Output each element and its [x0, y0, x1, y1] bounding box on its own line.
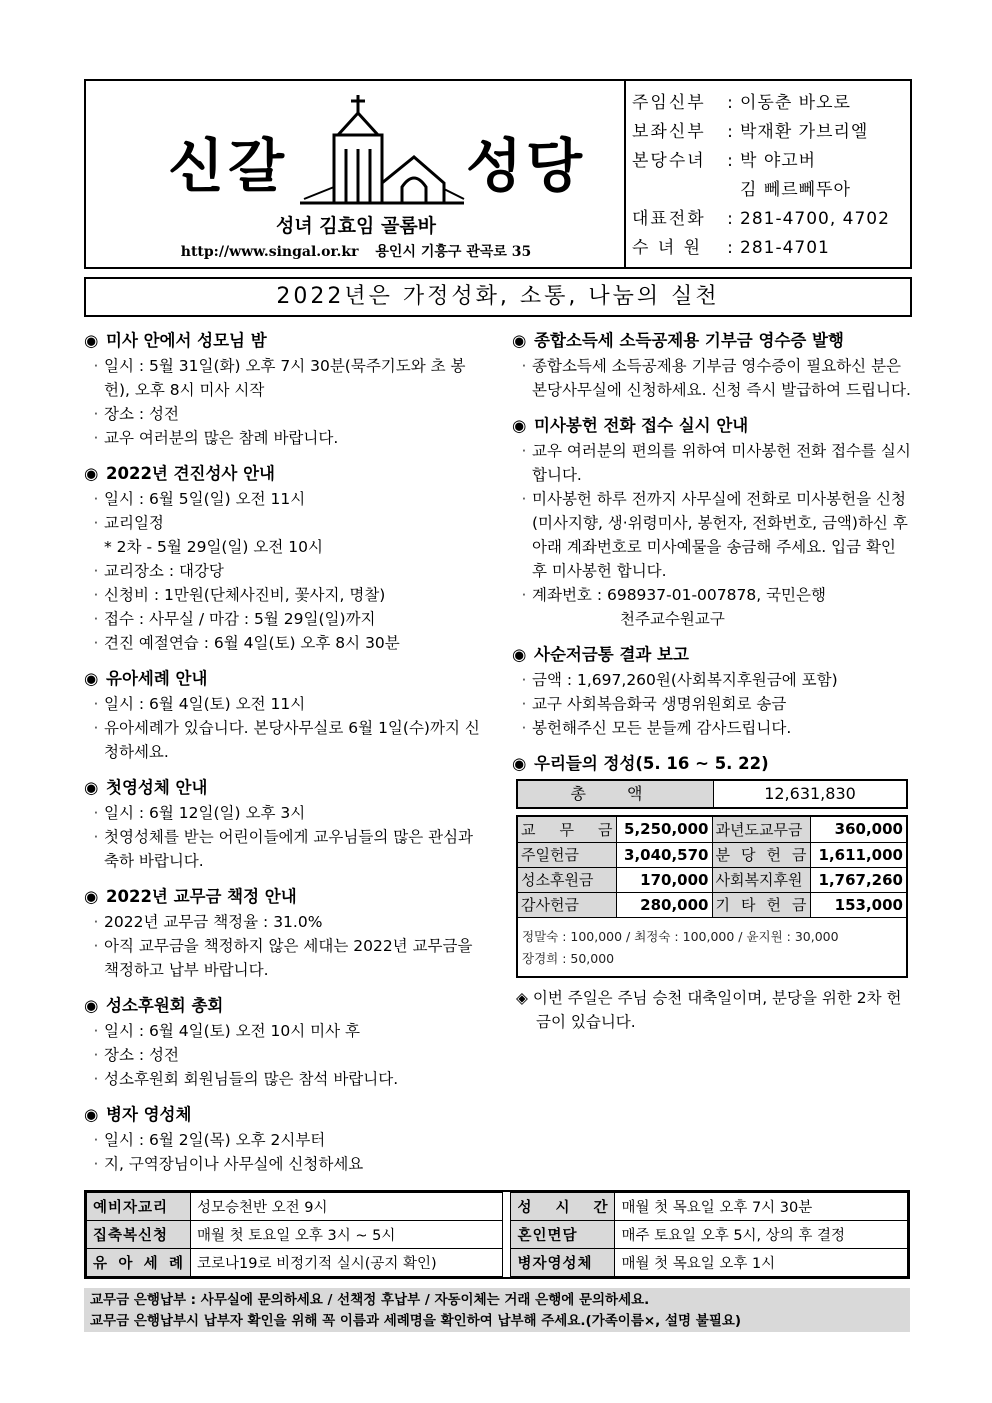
bullseye-icon: ◉	[512, 416, 527, 435]
staff-row	[632, 89, 910, 118]
list-item: · 장소 : 성전	[84, 1043, 486, 1067]
notice-section	[512, 642, 912, 740]
church-address: 용인시 기흥구 관곡로 35	[375, 244, 532, 260]
table-cell: 153,000	[810, 892, 906, 917]
bullseye-icon: ◉	[84, 1105, 99, 1124]
staff-role: 수 녀 원	[632, 238, 703, 258]
bullseye-icon: ◉	[84, 996, 99, 1015]
table-cell: 분 당 헌 금	[712, 842, 810, 867]
list-item: · 신청비 : 1만원(단체사진비, 꽃사지, 명찰)	[84, 583, 486, 607]
bullet-icon: ·	[93, 1131, 99, 1149]
list-item: · 장소 : 성전	[84, 402, 486, 426]
notice-section	[512, 413, 912, 631]
list-item: · 일시 : 6월 5일(일) 오전 11시	[84, 487, 486, 511]
staff-sep	[720, 176, 740, 205]
church-logo-icon	[294, 91, 469, 211]
bullet-icon: ·	[93, 562, 99, 580]
yearly-theme-banner: 2022년은 가정성화, 소통, 나눔의 실천	[84, 277, 912, 317]
section-title: ◉ 사순저금통 결과 보고	[512, 642, 912, 668]
staff-row	[632, 176, 910, 205]
table-cell: 혼인면담	[511, 1221, 615, 1249]
list-item: · 교리장소 : 대강당	[84, 559, 486, 583]
table-row	[87, 1249, 908, 1277]
site-line	[86, 241, 626, 261]
donor-note	[518, 918, 906, 976]
list-item: · 일시 : 6월 2일(목) 오후 2시부터	[84, 1128, 486, 1152]
section-title: ◉ 2022년 견진성사 안내	[84, 461, 486, 487]
list-item: · 종합소득세 소득공제용 기부금 영수증이 필요하신 분은 본당사무실에 신청하세요. 신청 즉시 발급하여 드립니다.	[512, 354, 912, 402]
notice-section	[84, 666, 486, 764]
table-cell: 1,767,260	[810, 867, 906, 892]
notice-section	[512, 328, 912, 402]
bullet-icon: ·	[93, 1155, 99, 1173]
table-cell: 집축복신청	[87, 1221, 191, 1249]
offering-table	[518, 817, 906, 918]
bullet-icon: ·	[521, 586, 527, 604]
bullseye-icon: ◉	[512, 645, 527, 664]
bank-line: 교무금 은행납부 : 사무실에 문의하세요 / 선책정 후납부 / 자동이체는 거래 은행에 문의하세요.	[90, 1292, 650, 1308]
notice-section	[84, 993, 486, 1091]
staff-value: 281-4700, 4702	[740, 209, 890, 229]
table-cell: 성소후원금	[518, 867, 616, 892]
staff-value: 박 야고버	[740, 151, 817, 171]
staff-sep: :	[727, 209, 733, 229]
bullet-icon: ·	[521, 695, 527, 713]
table-cell: 5,250,000	[616, 817, 712, 842]
list-item: · 미사봉헌 하루 전까지 사무실에 전화로 미사봉헌을 신청(미사지향, 생·위령미사, 봉헌자, 전화번호, 금액)하신 후 아래 계좌번호로 미사예물을 송금해 주세요. 입금 확인 후 미사봉헌 합니다.	[512, 487, 912, 583]
list-item: · 일시 : 6월 12일(일) 오후 3시	[84, 801, 486, 825]
staff-value: 281-4701	[740, 238, 830, 258]
table-cell: 유 아 세 례	[87, 1249, 191, 1277]
total-label: 총 액	[518, 781, 714, 807]
staff-sep: :	[727, 93, 733, 113]
regular-schedule	[84, 1190, 910, 1279]
staff-sep: :	[727, 122, 733, 142]
bullseye-icon: ◉	[84, 464, 99, 483]
list-item: · 유아세례가 있습니다. 본당사무실로 6월 1일(수)까지 신청하세요.	[84, 716, 486, 764]
table-cell: 매주 토요일 오후 5시, 상의 후 결정	[615, 1221, 908, 1249]
table-cell: 주일헌금	[518, 842, 616, 867]
bullseye-icon: ◉	[84, 887, 99, 906]
bullet-icon: ·	[93, 514, 99, 532]
notice-section	[84, 1102, 486, 1176]
section-title: ◉ 종합소득세 소득공제용 기부금 영수증 발행	[512, 328, 912, 354]
staff-role: 보좌신부	[632, 122, 706, 142]
table-cell: 170,000	[616, 867, 712, 892]
table-cell: 코로나19로 비정기적 실시(공지 확인)	[191, 1249, 503, 1277]
section-title: ◉ 병자 영성체	[84, 1102, 486, 1128]
list-subitem: * 2차 - 5월 29일(일) 오전 10시	[104, 538, 323, 556]
table-cell: 과년도교무금	[712, 817, 810, 842]
staff-row	[632, 234, 910, 263]
table-cell: 1,611,000	[810, 842, 906, 867]
table-row	[87, 1221, 908, 1249]
second-collection-notice: ◈ 이번 주일은 주님 승천 대축일이며, 분당을 위한 2차 헌금이 있습니다.	[516, 988, 902, 1031]
bullet-icon: ·	[93, 828, 99, 846]
list-item: · 첫영성체를 받는 어린이들에게 교우님들의 많은 관심과 축하 바랍니다.	[84, 825, 486, 873]
table-cell: 사회복지후원	[712, 867, 810, 892]
bullseye-icon: ◉	[512, 331, 527, 350]
notice-section	[84, 775, 486, 873]
table-row	[87, 1193, 908, 1221]
bullseye-icon: ◉	[84, 669, 99, 688]
patron-saint: 성녀 김효임 골롬바	[275, 215, 437, 237]
section-title: ◉ 미사봉헌 전화 접수 실시 안내	[512, 413, 912, 439]
list-item: · 견진 예절연습 : 6월 4일(토) 오후 8시 30분	[84, 631, 486, 655]
bank-line: 교무금 은행납부시 납부자 확인을 위해 꼭 이름과 세례명을 확인하여 납부해 주세요.(가족이름×, 설명 불필요)	[90, 1313, 742, 1329]
table-cell: 성 시 간	[511, 1193, 615, 1221]
notice-section	[84, 461, 486, 655]
table-cell: 성모승천반 오전 9시	[191, 1193, 503, 1221]
staff-role: 주임신부	[632, 93, 706, 113]
bullet-icon: ·	[93, 804, 99, 822]
header-title-block	[86, 81, 626, 267]
bullet-icon: ·	[521, 719, 527, 737]
staff-value: 김 뻬르뻬뚜아	[740, 180, 851, 200]
bullet-icon: ·	[93, 610, 99, 628]
list-item: · 교우 여러분의 편의를 위하여 미사봉헌 전화 접수를 실시합니다.	[512, 439, 912, 487]
bullet-icon: ·	[93, 357, 99, 375]
staff-role: 대표전화	[632, 209, 706, 229]
staff-row	[632, 147, 910, 176]
list-item: · 지, 구역장님이나 사무실에 신청하세요	[84, 1152, 486, 1176]
bullet-icon: ·	[93, 719, 99, 737]
list-item: · 일시 : 6월 4일(토) 오전 10시 미사 후	[84, 1019, 486, 1043]
section-title: ◉ 미사 안에서 성모님 밤	[84, 328, 486, 354]
church-name-left: 신갈	[168, 132, 289, 200]
section-title: ◉ 우리들의 정성(5. 16 ~ 5. 22)	[512, 751, 912, 777]
staff-role	[632, 176, 720, 205]
bullet-icon: ·	[93, 405, 99, 423]
section-title: ◉ 2022년 교무금 책정 안내	[84, 884, 486, 910]
staff-sep: :	[727, 151, 733, 171]
section-title: ◉ 유아세례 안내	[84, 666, 486, 692]
bullet-icon: ·	[93, 1022, 99, 1040]
table-cell: 예비자교리	[87, 1193, 191, 1221]
list-item: · 2022년 교무금 책정율 : 31.0%	[84, 910, 486, 934]
table-row	[518, 867, 906, 892]
bullet-icon: ·	[93, 913, 99, 931]
table-cell: 매월 첫 토요일 오후 3시 ~ 5시	[191, 1221, 503, 1249]
table-cell: 기 타 헌 금	[712, 892, 810, 917]
list-item: · 성소후원회 회원님들의 많은 참석 바랍니다.	[84, 1067, 486, 1091]
table-cell: 매월 첫 목요일 오후 1시	[615, 1249, 908, 1277]
total-value: 12,631,830	[764, 784, 856, 803]
bullseye-icon: ◉	[84, 331, 99, 350]
staff-role: 본당수녀	[632, 151, 706, 171]
bank-payment-notice	[84, 1288, 910, 1332]
table-cell: 280,000	[616, 892, 712, 917]
table-gap	[503, 1193, 511, 1221]
table-row	[518, 817, 906, 842]
section-title: ◉ 성소후원회 총회	[84, 993, 486, 1019]
offering-total	[516, 779, 908, 809]
table-gap	[503, 1249, 511, 1277]
list-item: · 일시 : 6월 4일(토) 오전 11시	[84, 692, 486, 716]
bullet-icon: ·	[93, 634, 99, 652]
bullet-icon: ·	[93, 937, 99, 955]
right-column	[512, 328, 912, 1045]
list-item: · 접수 : 사무실 / 마감 : 5월 29일(일)까지	[84, 607, 486, 631]
bullet-icon: ·	[93, 429, 99, 447]
list-item: · 봉헌해주신 모든 분들께 감사드립니다.	[512, 716, 912, 740]
website-link[interactable]: http://www.singal.or.kr	[180, 244, 359, 260]
table-cell: 교 무 금	[518, 817, 616, 842]
offering-breakdown	[516, 815, 908, 978]
bullet-icon: ·	[93, 1070, 99, 1088]
staff-sep: :	[727, 238, 733, 258]
bullet-icon: ·	[521, 671, 527, 689]
offering-section	[512, 751, 912, 1034]
table-cell: 3,040,570	[616, 842, 712, 867]
table-gap	[503, 1221, 511, 1249]
table-cell: 감사헌금	[518, 892, 616, 917]
list-item: · 아직 교무금을 책정하지 않은 세대는 2022년 교무금을 책정하고 납부 바랍니다.	[84, 934, 486, 982]
staff-value: 박재환 가브리엘	[740, 122, 869, 142]
donor-line: 장경희 : 50,000	[522, 950, 615, 966]
diamond-icon: ◈	[516, 988, 528, 1007]
table-row	[518, 892, 906, 917]
table-cell: 병자영성체	[511, 1249, 615, 1277]
bullet-icon: ·	[521, 490, 527, 508]
list-item: · 교우 여러분의 많은 참례 바랍니다.	[84, 426, 486, 450]
notice-section	[84, 328, 486, 450]
bullet-icon: ·	[521, 442, 527, 460]
list-item: · 금액 : 1,697,260원(사회복지후원금에 포함)	[512, 668, 912, 692]
bullseye-icon: ◉	[512, 754, 527, 773]
bullseye-icon: ◉	[84, 778, 99, 797]
list-item: · 계좌번호 : 698937-01-007878, 국민은행	[512, 583, 912, 607]
staff-value: 이동춘 바오로	[740, 93, 851, 113]
staff-list	[632, 89, 910, 263]
list-item: · 교구 사회복음화국 생명위원회로 송금	[512, 692, 912, 716]
table-row	[518, 842, 906, 867]
table-cell: 매월 첫 목요일 오후 7시 30분	[615, 1193, 908, 1221]
left-column	[84, 328, 486, 1187]
donor-line: 정말숙 : 100,000 / 최정숙 : 100,000 / 윤지원 : 30,000	[522, 928, 839, 944]
list-item: · 교리일정	[84, 511, 486, 535]
staff-row	[632, 118, 910, 147]
church-name-right: 성당	[466, 132, 587, 200]
section-title: ◉ 첫영성체 안내	[84, 775, 486, 801]
list-subitem: 천주교수원교구	[620, 610, 725, 628]
schedule-table	[86, 1192, 908, 1277]
bullet-icon: ·	[93, 695, 99, 713]
staff-row	[632, 205, 910, 234]
bullet-icon: ·	[93, 490, 99, 508]
table-cell: 360,000	[810, 817, 906, 842]
bullet-icon: ·	[93, 586, 99, 604]
bullet-icon: ·	[93, 1046, 99, 1064]
bulletin-header	[84, 79, 912, 269]
notice-section	[84, 884, 486, 982]
bullet-icon: ·	[521, 357, 527, 375]
list-item: · 일시 : 5월 31일(화) 오후 7시 30분(묵주기도와 초 봉헌), 오후 8시 미사 시작	[84, 354, 486, 402]
